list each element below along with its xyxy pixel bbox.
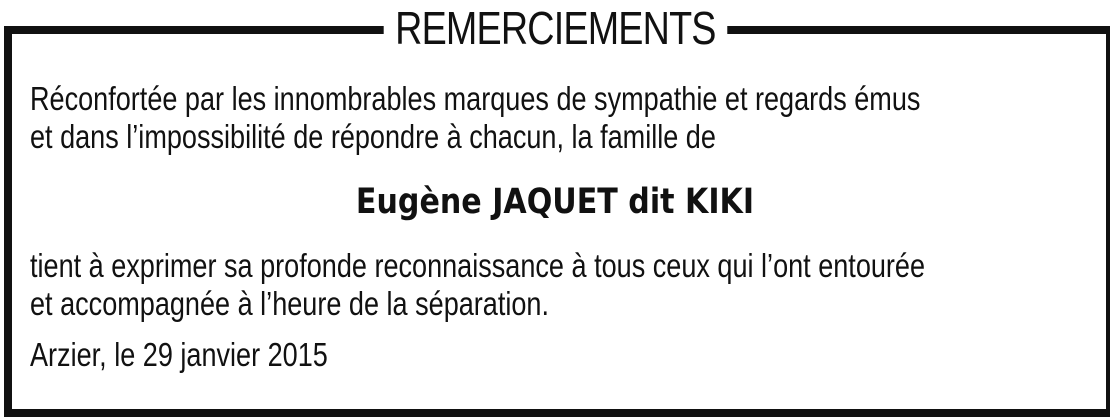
intro-line-2: et dans l’impossibilité de répondre à chacun, la famille de	[30, 118, 716, 155]
body-line-1: tient à exprimer sa profonde reconnaissance à tous ceux qui l’ont entourée	[30, 247, 926, 284]
title-container	[0, 0, 1110, 56]
intro-line-1: Réconfortée par les innombrables marques de sympathie et regards émus	[30, 80, 921, 117]
notice-title: REMERCIEMENTS	[383, 0, 726, 56]
body-line-2: et accompagnée à l’heure de la séparation.	[30, 285, 550, 322]
place-date: Arzier, le 29 janvier 2015	[30, 336, 328, 373]
intro-paragraph	[30, 80, 1006, 156]
deceased-name: Eugène JAQUET dit KIKI	[355, 182, 755, 222]
body-paragraph	[30, 247, 1006, 323]
